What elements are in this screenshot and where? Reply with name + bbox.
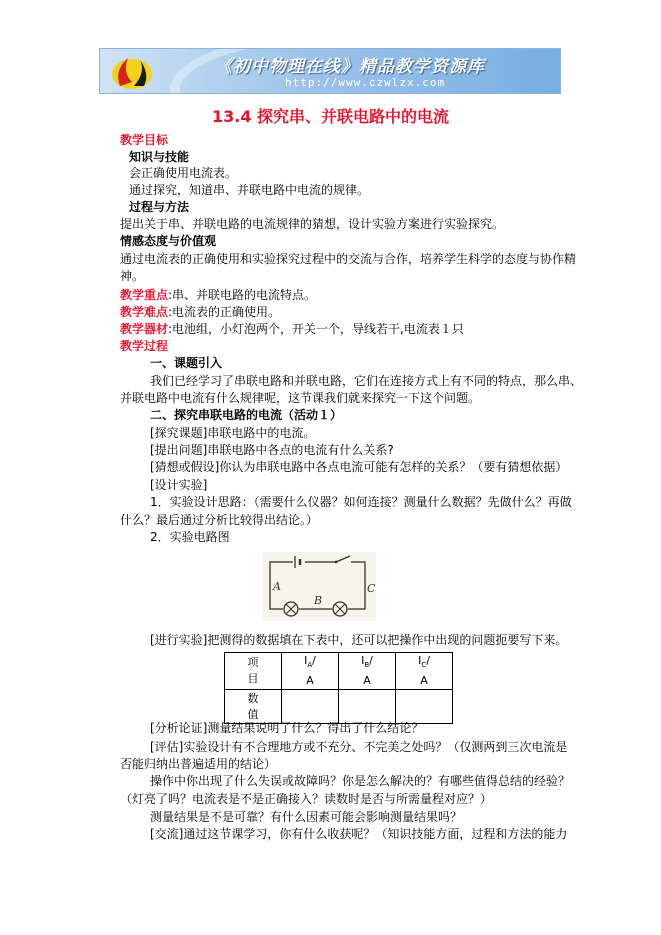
question-line: [提出问题]串联电路中各点的电流有什么关系? (150, 443, 394, 457)
hypothesis-line: [猜想或假设]你认为串联电路中各点电流可能有怎样的关系？（要有猜想依据） (150, 460, 568, 474)
intro-line-1: 我们已经学习了串联电路和并联电路，它们在连接方式上有不同的特点，那么串、 (150, 374, 583, 388)
exchange-line: [交流]通过这节课学习，你有什么收获呢？（知识技能方面，过程和方法的能力 (150, 827, 568, 841)
section-1-heading: 一、课题引入 (150, 356, 223, 370)
section-2-heading: 二、探究串联电路的电流（活动１） (150, 408, 343, 422)
teaching-focus-label: 教学重点 (120, 288, 169, 302)
point-a-label: A (273, 580, 281, 593)
goals-heading: 教学目标 (120, 133, 169, 147)
table-cell-ic: $I_C/$ A (396, 653, 453, 690)
banner-title: 《初中物理在线》精品教学资源库 (215, 57, 485, 77)
topic-line: [探究课题]串联电路中的电流。 (150, 426, 316, 440)
analysis-line: [分析论证]测量结果说明了什么？得出了什么结论？ (150, 721, 424, 735)
process-heading: 教学过程 (120, 339, 169, 353)
step1-line-b: 什么？最后通过分析比较得出结论。） (120, 513, 319, 527)
knowledge-heading: 知识与技能 (129, 150, 190, 164)
teaching-focus-text: :串、并联电路的电流特点。 (168, 288, 317, 302)
point-b-label: B (314, 594, 323, 607)
circuit-schematic (263, 552, 376, 621)
process-method-heading: 过程与方法 (129, 200, 190, 214)
evaluation-line-2: 否能归纳出普遍适用的结论） (120, 757, 277, 771)
table-cell-item: 项 目 (225, 653, 282, 690)
teaching-equipment (120, 322, 565, 337)
emotion-item-2: 神。 (120, 269, 145, 283)
table-cell-empty (339, 690, 396, 724)
table-row (225, 690, 453, 724)
table-cell-ia: $I_A/$ A (282, 653, 339, 690)
emotion-item-1: 通过电流表的正确使用和实验探究过程中的交流与合作，培养学生科学的态度与协作精 (120, 252, 577, 266)
knowledge-item-1: 会正确使用电流表。 (129, 166, 238, 180)
current-data-table (224, 652, 453, 724)
design-line: [设计实验] (150, 478, 208, 492)
step2-line: 2．实验电路图 (150, 530, 230, 544)
evaluation-line-4: （灯亮了吗？电流表是不是正确接入？读数时是否与所需量程对应？） (120, 792, 493, 806)
table-cell-value-label: 数 值 (225, 690, 282, 724)
banner-url[interactable]: http://www.czwlzx.com (285, 76, 446, 89)
teaching-equipment-text: :电池组，小灯泡两个，开关一个，导线若干,电流表１只 (168, 322, 464, 336)
point-c-label: C (367, 582, 376, 595)
evaluation-line-3: 操作中你出现了什么失误或故障吗？你是怎么解决的？有哪些值得总结的经验？ (150, 774, 571, 788)
site-banner (99, 48, 561, 94)
page-title: 13.4 探究串、并联电路中的电流 (211, 107, 450, 126)
conduct-line: [进行实验]把测得的数据填在下表中，还可以把操作中出现的问题扼要写下来。 (150, 633, 568, 647)
table-cell-empty (396, 690, 453, 724)
table-cell-empty (282, 690, 339, 724)
process-method-item-1: 提出关于串、并联电路的电流规律的猜想，设计实验方案进行实验探究。 (120, 217, 505, 231)
emotion-heading: 情感态度与价值观 (120, 234, 217, 248)
evaluation-line-1: [评估]实验设计有不合理地方或不充分、不完美之处吗？（仅测两到三次电流是 (150, 740, 568, 754)
table-row (225, 653, 453, 690)
teaching-difficulty (120, 305, 565, 320)
evaluation-line-5: 测量结果是不是可靠？有什么因素可能会影响测量结果吗？ (150, 810, 463, 824)
teaching-focus (120, 288, 565, 303)
intro-line-2: 并联电路中电流有什么规律呢，这节课我们就来探究一下这个问题。 (120, 391, 481, 405)
teaching-difficulty-text: :电流表的正确使用。 (168, 305, 281, 319)
teaching-difficulty-label: 教学难点 (120, 305, 169, 319)
table-cell-ib: $I_B/$ A (339, 653, 396, 690)
circuit-diagram (263, 552, 376, 621)
step1-line-a: 1．实验设计思路：（需要什么仪器？如何连接？测量什么数据？先做什么？再做 (150, 495, 572, 509)
teaching-equipment-label: 教学器材 (120, 322, 169, 336)
site-logo-icon (106, 52, 166, 92)
knowledge-item-2: 通过探究，知道串、并联电路中电流的规律。 (129, 183, 370, 197)
